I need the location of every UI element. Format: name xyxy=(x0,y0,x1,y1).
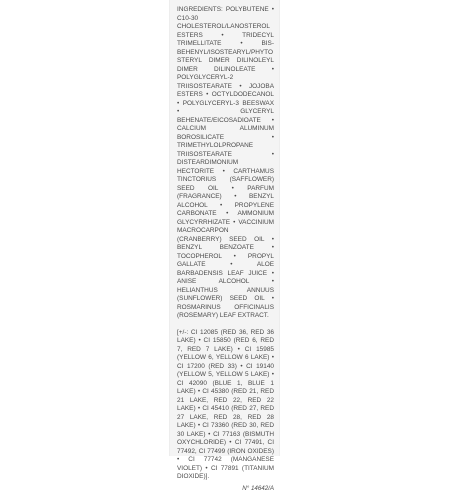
ingredients-heading: INGREDIENTS: xyxy=(177,6,223,13)
batch-code: N° 14642/A xyxy=(177,485,274,493)
ingredients-list: POLYBUTENE • C10-30 CHOLESTEROL/LANOSTEROL ESTERS • TRIDECYL TRIMELLITATE • BIS-BEHENYL/ISOSTEARYL/PHYTOSTERYL DIMER DILINOLEYL DIMER DILINOLEATE • POLYGLYCERYL-2 TRIISOSTEARATE • JOJOBA ESTERS • OCTYLDODECANOL • POLYGLYCERYL-3 BEESWAX • GLYCERYL BEHENATE/EICOSADIOATE • CALCIUM ALUMINUM BOROSILICATE • TRIMETHYLOLPROPANE TRIISOSTEARATE • DISTEARDIMONIUM HECTORITE • CARTHAMUS TINCTORIUS (SAFFLOWER) SEED OIL • PARFUM (FRAGRANCE) • BENZYL ALCOHOL • PROPYLENE CARBONATE • AMMONIUM GLYCYRRHIZATE • VACCINIUM MACROCARPON (CRANBERRY) SEED OIL • BENZYL BENZOATE • TOCOPHEROL • PROPYL GALLATE • ALOE BARBADENSIS LEAF JUICE • ANISE ALCOHOL • HELIANTHUS ANNUUS (SUNFLOWER) SEED OIL • ROSMARINUS OFFICINALIS (ROSEMARY) LEAF EXTRACT. xyxy=(177,6,274,319)
colorants-paragraph: [+/-: CI 12085 (RED 36, RED 36 LAKE) • CI 15850 (RED 6, RED 7, RED 7 LAKE) • CI 15985 (YELLOW 6, YELLOW 6 LAKE) • CI 17200 (RED 33) • CI 19140 (YELLOW 5, YELLOW 5 LAKE) • CI 42090 (BLUE 1, BLUE 1 LAKE) • CI 45380 (RED 21, RED 21 LAKE, RED 22, RED 22 LAKE) • CI 45410 (RED 27, RED 27 LAKE, RED 28, RED 28 LAKE) • CI 73360 (RED 30, RED 30 LAKE) • CI 77163 (BISMUTH OXYCHLORIDE) • CI 77491, CI 77492, CI 77499 (IRON OXIDES) • CI 77742 (MANGANESE VIOLET) • CI 77891 (TITANIUM DIOXIDE)]. xyxy=(177,329,274,482)
ingredient-label-strip xyxy=(169,0,280,456)
ingredients-paragraph xyxy=(177,6,274,321)
ingredient-label-text xyxy=(177,6,274,493)
